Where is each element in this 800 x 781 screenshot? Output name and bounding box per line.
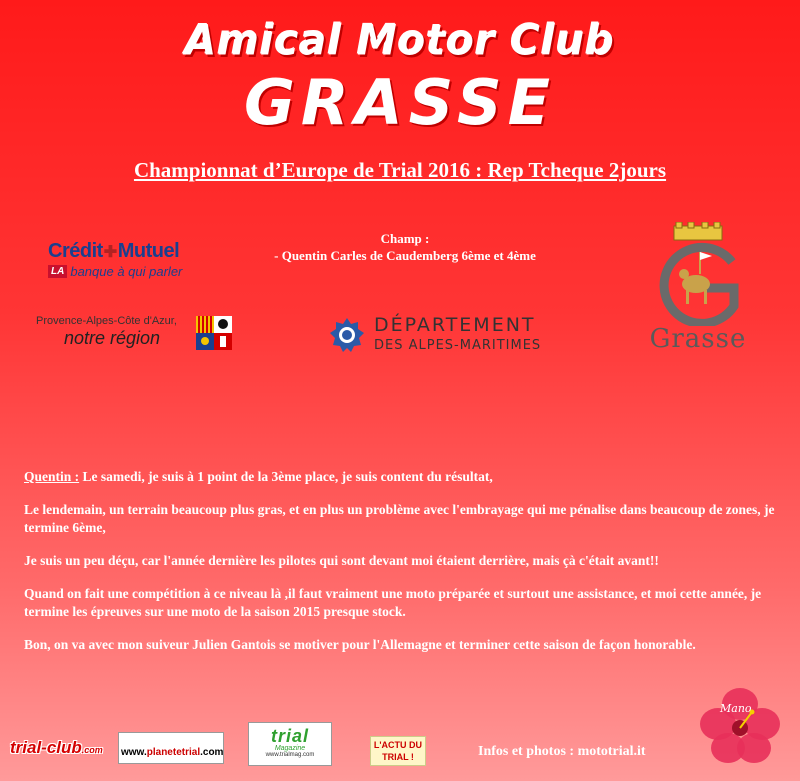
mano-signature <box>690 680 790 770</box>
paragraph-5: Bon, on va avec mon suiveur Julien Gantois se motiver pour l'Allemagne et terminer cette saison de façon honorable. <box>24 637 696 652</box>
paca-flag-icon <box>196 316 232 350</box>
cross-icon: ✚ <box>103 244 117 261</box>
paragraph-3: Je suis un peu déçu, car l'année dernière les pilotes qui sont devant moi étaient derrière, mais çà c'était avant!! <box>24 553 659 568</box>
trialmag-sub: Magazine <box>274 745 306 752</box>
planetetrial-prefix: www. <box>121 747 147 758</box>
trialclub-logo[interactable] <box>10 738 110 762</box>
paragraph-1-text: Le samedi, je suis à 1 point de la 3ème place, je suis content du résultat, <box>79 469 493 484</box>
actu-trial-logo[interactable] <box>370 736 426 766</box>
trialmag-logo[interactable] <box>248 722 332 766</box>
trialclub-text: trial-club <box>10 738 82 757</box>
credit-mutuel-logo <box>48 240 223 280</box>
departement-line1: DÉPARTEMENT <box>374 314 536 336</box>
hibiscus-icon <box>690 680 790 770</box>
results-line: - Quentin Carles de Caudemberg 6ème et 4ème <box>274 248 536 263</box>
results-block <box>240 230 570 264</box>
credit-mutuel-tagline <box>48 265 223 278</box>
departement-logo <box>328 314 568 358</box>
trialmag-url: www.trialmag.com <box>265 752 315 758</box>
paragraph-4: Quand on fait une compétition à ce niveau là ,il faut vraiment une moto préparée et surtout une assistance, et moi cette année, je termine les épreuves sur une moto de la saison 2015 presque stock. <box>24 586 762 619</box>
credit-mutuel-tag: LA <box>48 265 67 278</box>
planetetrial-main: planetetrial <box>146 747 201 758</box>
paca-logo <box>36 314 246 354</box>
mano-text: Mano <box>720 702 752 715</box>
actu-line1: L'ACTU DU <box>373 740 423 750</box>
credit-mutuel-part2: Mutuel <box>117 240 180 262</box>
paragraph-1 <box>24 468 784 486</box>
speaker-label: Quentin : <box>24 469 80 484</box>
results-heading: Champ : <box>380 231 430 246</box>
paragraph-2: Le lendemain, un terrain beaucoup plus gras, et en plus un problème avec l'embrayage qui me pénalise dans beaucoup de zones, je termine 6ème, <box>24 502 775 535</box>
credit-mutuel-part1: Crédit <box>48 240 103 262</box>
main-title: Championnat d’Europe de Trial 2016 : Rep Tcheque 2jours <box>133 158 667 182</box>
credit-mutuel-title <box>48 240 223 264</box>
credit-mutuel-slogan: banque à qui parler <box>70 264 183 279</box>
departement-emblem-icon <box>328 316 366 354</box>
departement-line2: DES ALPES-MARITIMES <box>374 338 542 353</box>
actu-line2: TRIAL ! <box>382 752 414 762</box>
club-city: GRASSE <box>243 66 557 139</box>
article-body <box>24 468 784 669</box>
paca-line1: Provence-Alpes-Côte d'Azur, <box>36 315 177 327</box>
trialclub-suffix: .com <box>81 745 103 755</box>
planetetrial-logo[interactable] <box>118 732 224 764</box>
grasse-logo <box>640 222 756 358</box>
planetetrial-suffix: .com <box>200 747 224 758</box>
credits: Infos et photos : mototrial.it <box>478 744 646 759</box>
paca-line2: notre région <box>64 328 161 348</box>
grasse-name: Grasse <box>649 324 747 354</box>
club-name: Amical Motor Club <box>185 16 615 66</box>
trialmag-main: trial <box>270 726 309 746</box>
grasse-crest-icon <box>640 222 756 326</box>
